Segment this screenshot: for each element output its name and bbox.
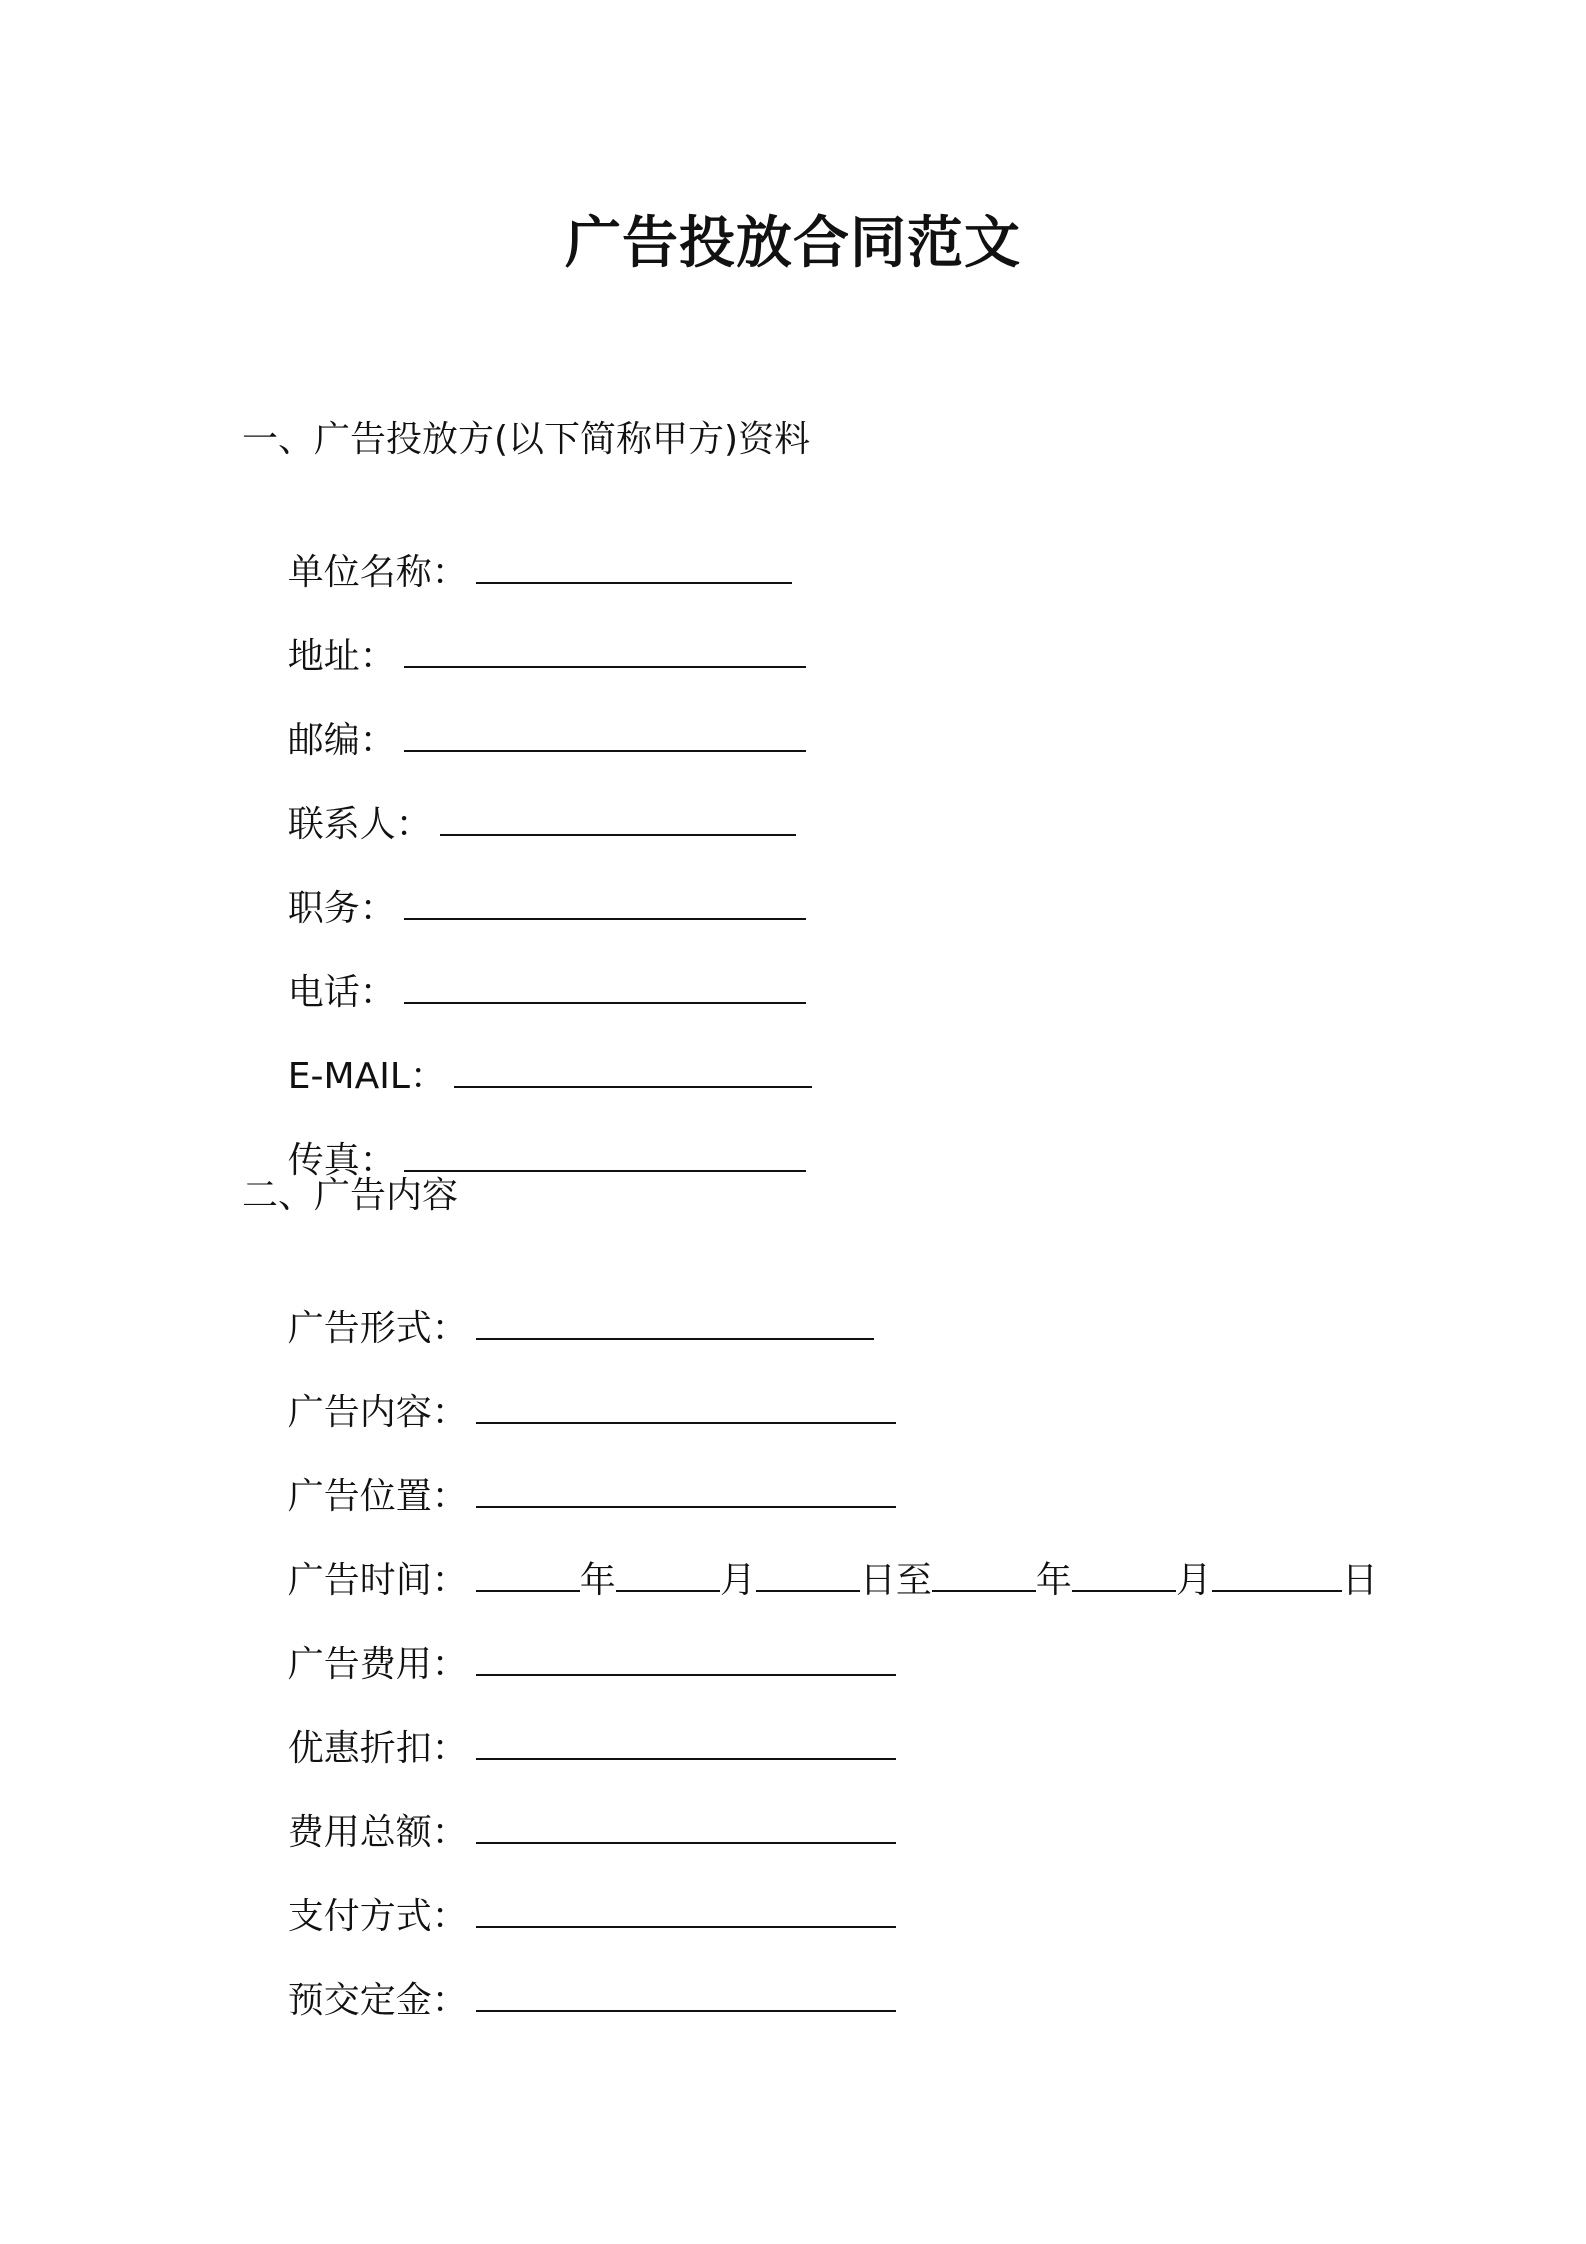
- fill-in-blank: [454, 1052, 812, 1088]
- field-label: 职务：: [287, 888, 396, 929]
- fill-in-blank: [476, 548, 792, 584]
- document-title: 广告投放合同范文: [565, 211, 1021, 276]
- field-label: 传真：: [287, 1140, 396, 1181]
- date-unit: 年: [1035, 1560, 1072, 1601]
- fill-in-blank: [440, 800, 796, 836]
- fill-in-blank: [404, 884, 806, 920]
- fill-in-blank: [1072, 1556, 1176, 1592]
- field-label: 联系人：: [287, 804, 432, 845]
- fill-in-blank: [476, 1388, 896, 1424]
- fill-in-blank: [932, 1556, 1036, 1592]
- field-label: 广告位置：: [287, 1476, 468, 1517]
- fill-in-blank: [476, 1808, 896, 1844]
- field-label: 预交定金：: [287, 1980, 468, 2021]
- fill-in-blank: [404, 968, 806, 1004]
- fill-in-blank: [756, 1556, 860, 1592]
- fill-in-blank: [476, 1640, 896, 1676]
- date-unit: 年: [579, 1560, 616, 1601]
- field-label: 地址：: [287, 636, 396, 677]
- fill-in-blank: [404, 632, 806, 668]
- field-label: 广告内容：: [287, 1392, 468, 1433]
- field-label: 邮编：: [287, 720, 396, 761]
- field-label: 支付方式：: [287, 1896, 468, 1937]
- field-label: 费用总额：: [287, 1812, 468, 1853]
- date-unit: 月: [1175, 1560, 1212, 1601]
- fill-in-blank: [616, 1556, 720, 1592]
- field-label: E-MAIL：: [287, 1056, 446, 1097]
- field-label: 优惠折扣：: [287, 1728, 468, 1769]
- fill-in-blank: [404, 1136, 806, 1172]
- fill-in-blank: [476, 1556, 580, 1592]
- date-unit: 日: [1341, 1560, 1378, 1601]
- fill-in-blank: [476, 1304, 874, 1340]
- fill-in-blank: [476, 1724, 896, 1760]
- section-heading-party-a: 一、广告投放方(以下简称甲方)资料: [242, 419, 811, 460]
- field-deposit: [242, 1928, 896, 2073]
- field-label: 广告时间：: [287, 1560, 468, 1601]
- section-heading-ad-content: 二、广告内容: [242, 1175, 459, 1216]
- fill-in-blank: [404, 716, 806, 752]
- date-unit: 日至: [859, 1560, 932, 1601]
- field-label: 广告形式：: [287, 1308, 468, 1349]
- field-label: 广告费用：: [287, 1644, 468, 1685]
- field-label: 单位名称：: [287, 552, 468, 593]
- fill-in-blank: [1212, 1556, 1342, 1592]
- date-unit: 月: [719, 1560, 756, 1601]
- fill-in-blank: [476, 1472, 896, 1508]
- fill-in-blank: [476, 1892, 896, 1928]
- field-label: 电话：: [287, 972, 396, 1013]
- fill-in-blank: [476, 1976, 896, 2012]
